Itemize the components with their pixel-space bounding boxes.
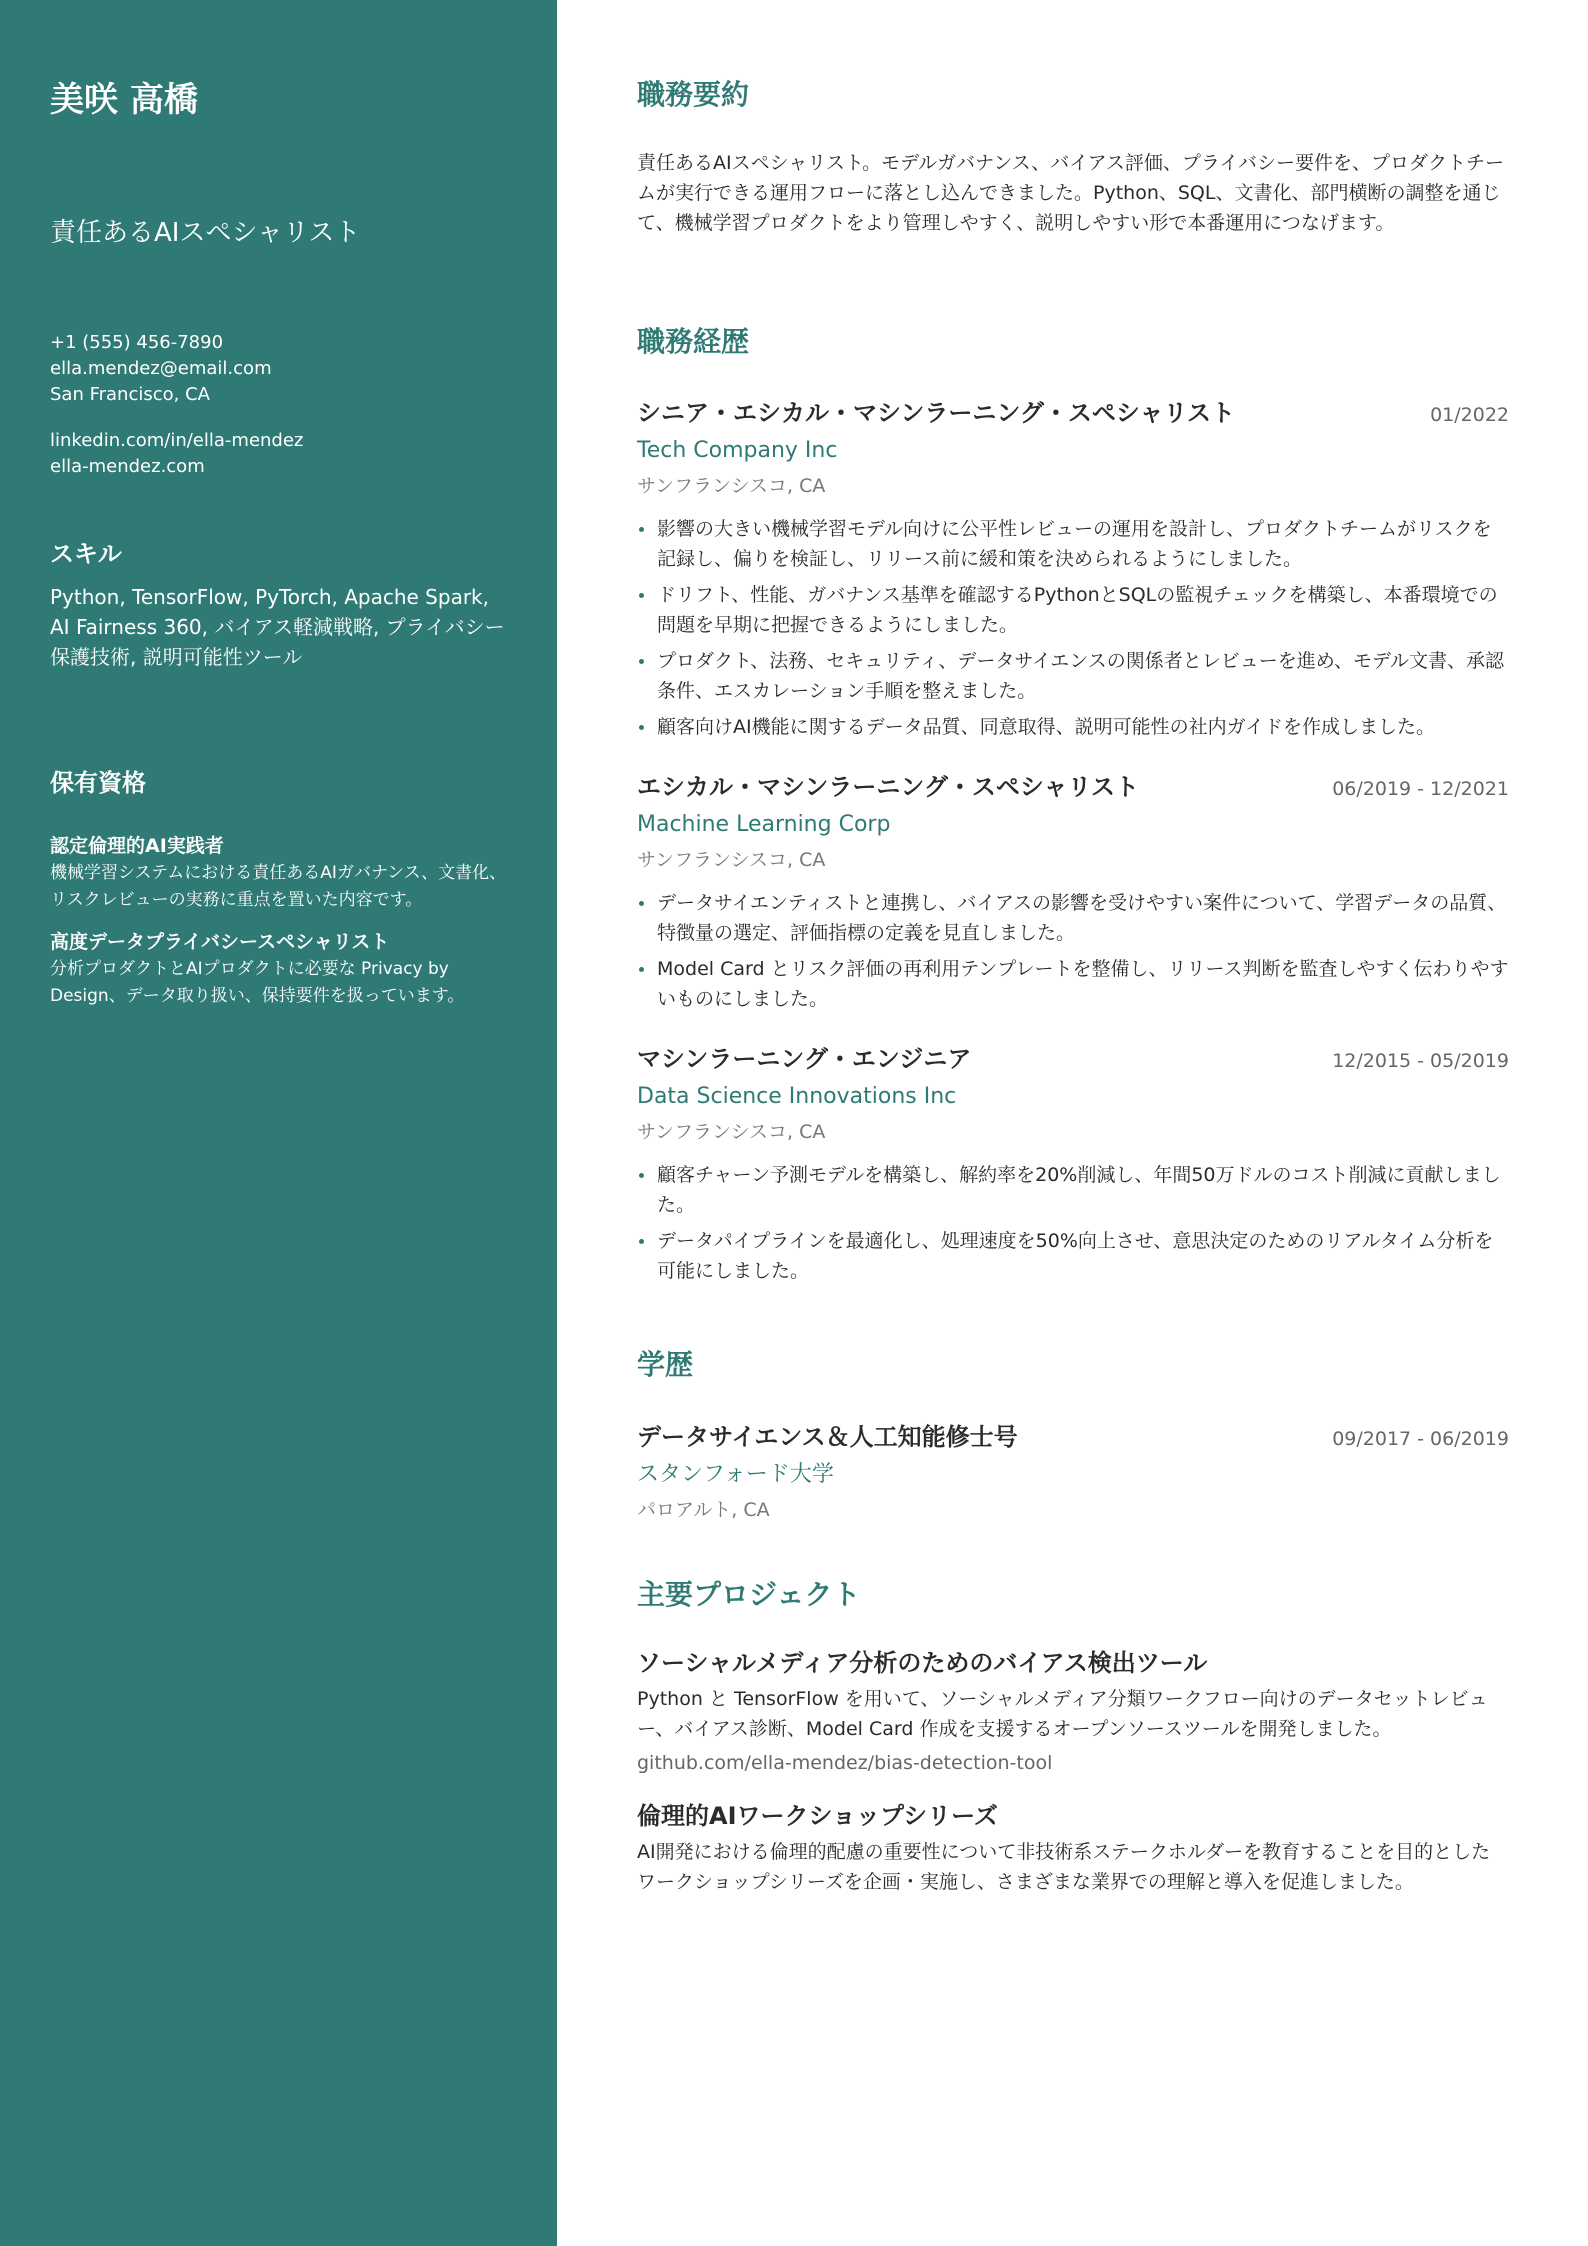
certification-desc: 分析プロダクトとAIプロダクトに必要な Privacy by Design、データ取り扱い、保持要件を扱っています。 — [50, 959, 465, 1006]
sidebar — [0, 0, 557, 2246]
education-heading: 学歴 — [637, 1348, 694, 1381]
bullet-item: 顧客向けAI機能に関するデータ品質、同意取得、説明可能性の社内ガイドを作成しました。 — [637, 712, 1509, 742]
job-dates: 01/2022 — [1430, 404, 1509, 426]
project-desc: Python と TensorFlow を用いて、ソーシャルメディア分類ワークフロー向けのデータセットレビュー、バイアス診断、Model Card 作成を支援するオープンソースツールを開発しました。 — [637, 1688, 1488, 1740]
skills-heading: スキル — [50, 540, 122, 568]
job-location: サンフランシスコ, CA — [637, 1121, 826, 1143]
education-entry — [637, 1417, 1509, 1524]
degree-title: データサイエンス＆人工知能修士号 — [637, 1423, 1018, 1451]
bullet-item: 顧客チャーン予測モデルを構築し、解約率を20%削減し、年間50万ドルのコスト削減に貢献しました。 — [637, 1160, 1509, 1220]
certification-item — [50, 928, 510, 1010]
job-entry — [637, 393, 1509, 748]
project-desc: AI開発における倫理的配慮の重要性について非技術系ステークホルダーを教育することを目的としたワークショップシリーズを企画・実施し、さまざまな業界での理解と導入を促進しました。 — [637, 1841, 1491, 1893]
person-name: 美咲 高橋 — [50, 80, 198, 120]
skills-text: Python, TensorFlow, PyTorch, Apache Spark, AI Fairness 360, バイアス軽減戦略, プライバシー保護技術, 説明可能性ツール — [50, 585, 505, 669]
job-bullets — [637, 1160, 1509, 1286]
main-content — [637, 0, 1509, 2246]
certification-title: 高度データプライバシースペシャリスト — [50, 931, 390, 953]
project-link[interactable]: github.com/ella-mendez/bias-detection-tool — [637, 1752, 1053, 1774]
job-entry — [637, 1039, 1509, 1292]
bullet-item: プロダクト、法務、セキュリティ、データサイエンスの関係者とレビューを進め、モデル文書、承認条件、エスカレーション手順を整えました。 — [637, 646, 1509, 706]
job-entry — [637, 767, 1509, 1020]
bullet-item: Model Card とリスク評価の再利用テンプレートを整備し、リリース判断を監査しやすく伝わりやすいものにしました。 — [637, 954, 1509, 1014]
certification-item — [50, 832, 510, 914]
bullet-item: データサイエンティストと連携し、バイアスの影響を受けやすい案件について、学習データの品質、特徴量の選定、評価指標の定義を見直しました。 — [637, 888, 1509, 948]
experience-heading: 職務経歴 — [637, 325, 750, 358]
project-title: ソーシャルメディア分析のためのバイアス検出ツール — [637, 1649, 1208, 1677]
website-link[interactable]: ella-mendez.com — [50, 456, 205, 477]
job-location: サンフランシスコ, CA — [637, 849, 826, 871]
job-bullets — [637, 514, 1509, 742]
job-title: シニア・エシカル・マシンラーニング・スペシャリスト — [637, 399, 1235, 427]
bullet-item: ドリフト、性能、ガバナンス基準を確認するPythonとSQLの監視チェックを構築し、本番環境での問題を早期に把握できるようにしました。 — [637, 580, 1509, 640]
school-name: スタンフォード大学 — [637, 1462, 834, 1487]
email[interactable]: ella.mendez@email.com — [50, 358, 272, 379]
phone: +1 (555) 456-7890 — [50, 332, 224, 353]
job-dates: 06/2019 - 12/2021 — [1332, 778, 1509, 800]
bullet-item: データパイプラインを最適化し、処理速度を50%向上させ、意思決定のためのリアルタイム分析を可能にしました。 — [637, 1226, 1509, 1286]
job-bullets — [637, 888, 1509, 1014]
school-location: パロアルト, CA — [637, 1499, 770, 1521]
company-name: Tech Company Inc — [637, 438, 838, 463]
contact-info — [50, 330, 303, 480]
job-dates: 12/2015 - 05/2019 — [1332, 1050, 1509, 1072]
project-entry — [637, 1799, 1509, 1897]
location: San Francisco, CA — [50, 384, 210, 405]
job-title: 責任あるAIスペシャリスト — [50, 218, 361, 248]
education-dates: 09/2017 - 06/2019 — [1332, 1428, 1509, 1450]
company-name: Machine Learning Corp — [637, 812, 891, 837]
certification-desc: 機械学習システムにおける責任あるAIガバナンス、文書化、リスクレビューの実務に重点を置いた内容です。 — [50, 863, 507, 910]
projects-heading: 主要プロジェクト — [637, 1578, 861, 1611]
job-location: サンフランシスコ, CA — [637, 475, 826, 497]
linkedin-link[interactable]: linkedin.com/in/ella-mendez — [50, 430, 304, 451]
project-entry — [637, 1646, 1509, 1778]
job-title: エシカル・マシンラーニング・スペシャリスト — [637, 773, 1139, 801]
summary-text: 責任あるAIスペシャリスト。モデルガバナンス、バイアス評価、プライバシー要件を、プロダクトチームが実行できる運用フローに落とし込んできました。Python、SQL、文書化、部門横断の調整を通じて、機械学習プロダクトをより管理しやすく、説明しやすい形で本番運用につなげます。 — [637, 152, 1504, 234]
company-name: Data Science Innovations Inc — [637, 1084, 957, 1109]
certification-title: 認定倫理的AI実践者 — [50, 835, 224, 857]
summary-heading: 職務要約 — [637, 78, 750, 111]
job-title: マシンラーニング・エンジニア — [637, 1045, 972, 1073]
project-title: 倫理的AIワークショップシリーズ — [637, 1802, 998, 1830]
certifications-heading: 保有資格 — [50, 769, 146, 797]
bullet-item: 影響の大きい機械学習モデル向けに公平性レビューの運用を設計し、プロダクトチームがリスクを記録し、偏りを検証し、リリース前に緩和策を決められるようにしました。 — [637, 514, 1509, 574]
